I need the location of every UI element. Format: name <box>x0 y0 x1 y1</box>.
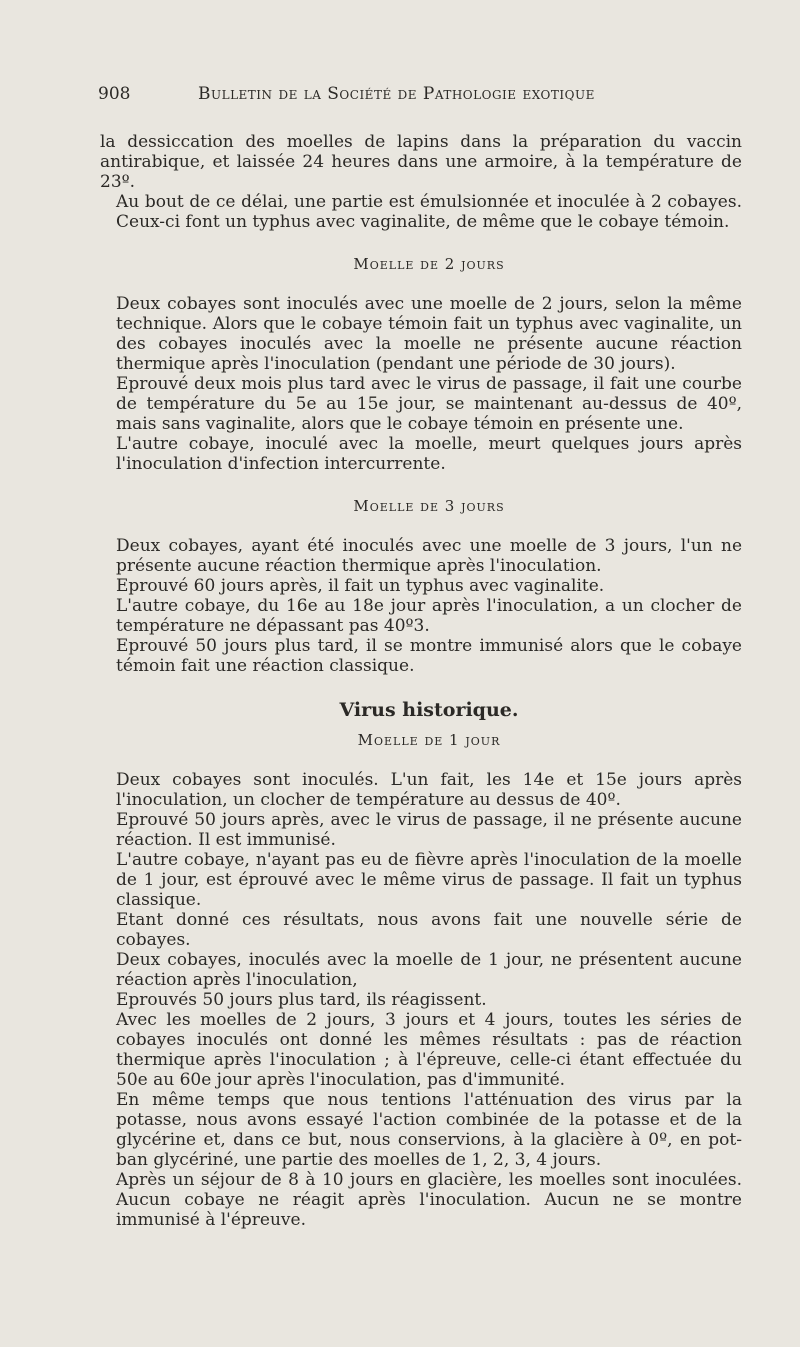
paragraph-intro-2: Au bout de ce délai, une partie est émulsionnée et inoculée à 2 cobayes. Ceux-ci font un typhus avec vaginalite, de même que le cobaye témoin. <box>116 192 742 232</box>
paragraph-virus-8: En même temps que nous tentions l'atténuation des virus par la potasse, nous avons essayé l'action combinée de la potasse et de la glycérine et, dans ce but, nous conservions, à la glacière à 0º, en pot-ban glycériné, une partie des moelles de 1, 2, 3, 4 jours. <box>116 1090 742 1170</box>
paragraph-moelle2-1: Deux cobayes sont inoculés avec une moelle de 2 jours, selon la même technique. Alors que le cobaye témoin fait un typhus avec vaginalite, un des cobayes inoculés avec la moelle ne présente aucune réaction thermique après l'inoculation (pendant une période de 30 jours). <box>116 294 742 374</box>
running-head-title: Bulletin de la Société de Pathologie exotique <box>198 84 595 104</box>
paragraph-virus-4: Etant donné ces résultats, nous avons fait une nouvelle série de cobayes. <box>116 910 742 950</box>
paragraph-virus-6: Eprouvés 50 jours plus tard, ils réagissent. <box>116 990 487 1010</box>
paragraph-moelle3-4: Eprouvé 50 jours plus tard, il se montre immunisé alors que le cobaye témoin fait une réaction classique. <box>116 636 742 676</box>
section-heading-moelle-2: Moelle de 2 jours <box>353 255 505 273</box>
section-heading-virus-historique: Virus historique. <box>339 699 519 721</box>
paragraph-virus-5: Deux cobayes, inoculés avec la moelle de 1 jour, ne présentent aucune réaction après l'inoculation, <box>116 950 742 990</box>
paragraph-virus-1: Deux cobayes sont inoculés. L'un fait, les 14e et 15e jours après l'inoculation, un clocher de température au dessus de 40º. <box>116 770 742 810</box>
paragraph-virus-3: L'autre cobaye, n'ayant pas eu de fièvre après l'inoculation de la moelle de 1 jour, est éprouvé avec le même virus de passage. Il fait un typhus classique. <box>116 850 742 910</box>
body-text <box>100 132 742 1230</box>
page-number: 908 <box>98 84 131 104</box>
paragraph-moelle3-1: Deux cobayes, ayant été inoculés avec une moelle de 3 jours, l'un ne présente aucune réaction thermique après l'inoculation. <box>116 536 742 576</box>
paragraph-moelle3-2: Eprouvé 60 jours après, il fait un typhus avec vaginalite. <box>116 576 605 596</box>
paragraph-virus-2: Eprouvé 50 jours après, avec le virus de passage, il ne présente aucune réaction. Il est immunisé. <box>116 810 742 850</box>
section-heading-moelle-3: Moelle de 3 jours <box>353 497 505 515</box>
paragraph-moelle2-2: Eprouvé deux mois plus tard avec le virus de passage, il fait une courbe de température du 5e au 15e jour, se maintenant au-dessus de 40º, mais sans vaginalite, alors que le cobaye témoin en présente une. <box>116 374 742 434</box>
paragraph-intro-1: la dessiccation des moelles de lapins dans la préparation du vaccin antirabique, et laissée 24 heures dans une armoire, à la température de 23º. <box>100 132 742 192</box>
paragraph-moelle3-3: L'autre cobaye, du 16e au 18e jour après l'inoculation, a un clocher de température ne dépassant pas 40º3. <box>116 596 742 636</box>
paragraph-virus-9: Après un séjour de 8 à 10 jours en glacière, les moelles sont inoculées. Aucun cobaye ne réagit après l'inoculation. Aucun ne se montre immunisé à l'épreuve. <box>116 1170 742 1230</box>
paragraph-virus-7: Avec les moelles de 2 jours, 3 jours et 4 jours, toutes les séries de cobayes inoculés ont donné les mêmes résultats : pas de réaction thermique après l'inoculation ; à l'épreuve, celle-ci étant effectuée du 50e au 60e jour après l'inoculation, pas d'immunité. <box>116 1010 742 1090</box>
subheading-moelle-1: Moelle de 1 jour <box>357 731 501 749</box>
paragraph-moelle2-3: L'autre cobaye, inoculé avec la moelle, meurt quelques jours après l'inoculation d'infection intercurrente. <box>116 434 742 474</box>
